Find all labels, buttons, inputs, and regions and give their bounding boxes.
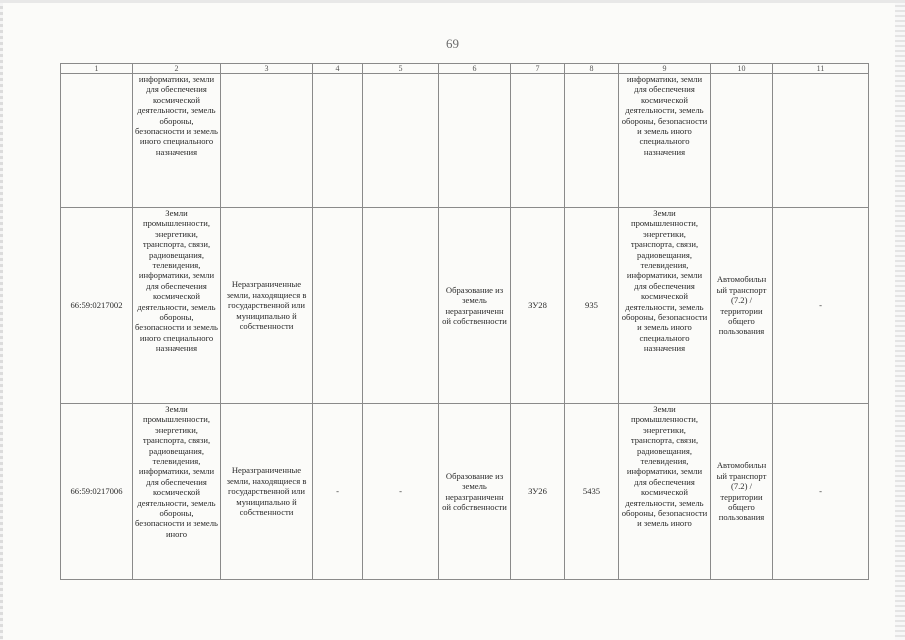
- header-row: [61, 64, 869, 74]
- area-cell: 5435: [565, 404, 619, 580]
- scan-top-edge: [0, 0, 905, 3]
- formation-method-cell: [439, 74, 511, 208]
- plot-designation-cell: [511, 74, 565, 208]
- column-header-2: 2: [133, 64, 221, 74]
- new-land-category-cell: информатики, земли для обеспечения космической деятельности, земель обороны, безопасности и земель иного специального назначения: [619, 74, 711, 208]
- column-header-10: 10: [711, 64, 773, 74]
- ownership-cell: Неразграниченные земли, находящиеся в государственной или муниципально й собственности: [221, 208, 313, 404]
- page-number: 69: [446, 36, 459, 51]
- column-header-7: 7: [511, 64, 565, 74]
- new-land-category-cell: Земли промышленности, энергетики, транспорта, связи, радиовещания, телевидения, информатики, земли для обеспечения космической деятельности, земель обороны, безопасности и земель иного специального назначения: [619, 208, 711, 404]
- permitted-use-cell: Автомобильн ый транспорт (7.2) /территории общего пользования: [711, 404, 773, 580]
- column-header-6: 6: [439, 64, 511, 74]
- scan-left-edge: [0, 0, 3, 640]
- column-header-8: 8: [565, 64, 619, 74]
- formation-method-cell: Образование из земель неразграниченн ой собственности: [439, 404, 511, 580]
- scan-right-edge: [895, 0, 905, 640]
- cell-5: [363, 208, 439, 404]
- cadastral-number-cell: 66:59:0217002: [61, 208, 133, 404]
- permitted-use-cell: Автомобильн ый транспорт (7.2) /территории общего пользования: [711, 208, 773, 404]
- ownership-cell: [221, 74, 313, 208]
- land-category-cell: Земли промышленности, энергетики, транспорта, связи, радиовещания, телевидения, информатики, земли для обеспечения космической деятельности, земель обороны, безопасности и земель иного: [133, 404, 221, 580]
- column-header-1: 1: [61, 64, 133, 74]
- cadastral-number-cell: [61, 74, 133, 208]
- cell-4: -: [313, 404, 363, 580]
- column-header-9: 9: [619, 64, 711, 74]
- column-header-5: 5: [363, 64, 439, 74]
- note-cell: [773, 74, 869, 208]
- column-header-11: 11: [773, 64, 869, 74]
- land-category-cell: информатики, земли для обеспечения космической деятельности, земель обороны, безопасности и земель иного специального назначения: [133, 74, 221, 208]
- new-land-category-cell: Земли промышленности, энергетики, транспорта, связи, радиовещания, телевидения, информатики, земли для обеспечения космической деятельности, земель обороны, безопасности и земель иного: [619, 404, 711, 580]
- column-header-4: 4: [313, 64, 363, 74]
- table-row: [61, 74, 869, 208]
- land-plots-table: [60, 63, 869, 580]
- permitted-use-cell: [711, 74, 773, 208]
- cell-5: [363, 74, 439, 208]
- table-row: [61, 404, 869, 580]
- cell-5: -: [363, 404, 439, 580]
- cadastral-number-cell: 66:59:0217006: [61, 404, 133, 580]
- formation-method-cell: Образование из земель неразграниченн ой собственности: [439, 208, 511, 404]
- table-row: [61, 208, 869, 404]
- area-cell: 935: [565, 208, 619, 404]
- ownership-cell: Неразграниченные земли, находящиеся в государственной или муниципально й собственности: [221, 404, 313, 580]
- cell-4: [313, 74, 363, 208]
- column-header-3: 3: [221, 64, 313, 74]
- area-cell: [565, 74, 619, 208]
- plot-designation-cell: ЗУ28: [511, 208, 565, 404]
- land-category-cell: Земли промышленности, энергетики, транспорта, связи, радиовещания, телевидения, информатики, земли для обеспечения космической деятельности, земель обороны, безопасности и земель иного специального назначения: [133, 208, 221, 404]
- plot-designation-cell: ЗУ26: [511, 404, 565, 580]
- note-cell: -: [773, 404, 869, 580]
- cell-4: [313, 208, 363, 404]
- note-cell: -: [773, 208, 869, 404]
